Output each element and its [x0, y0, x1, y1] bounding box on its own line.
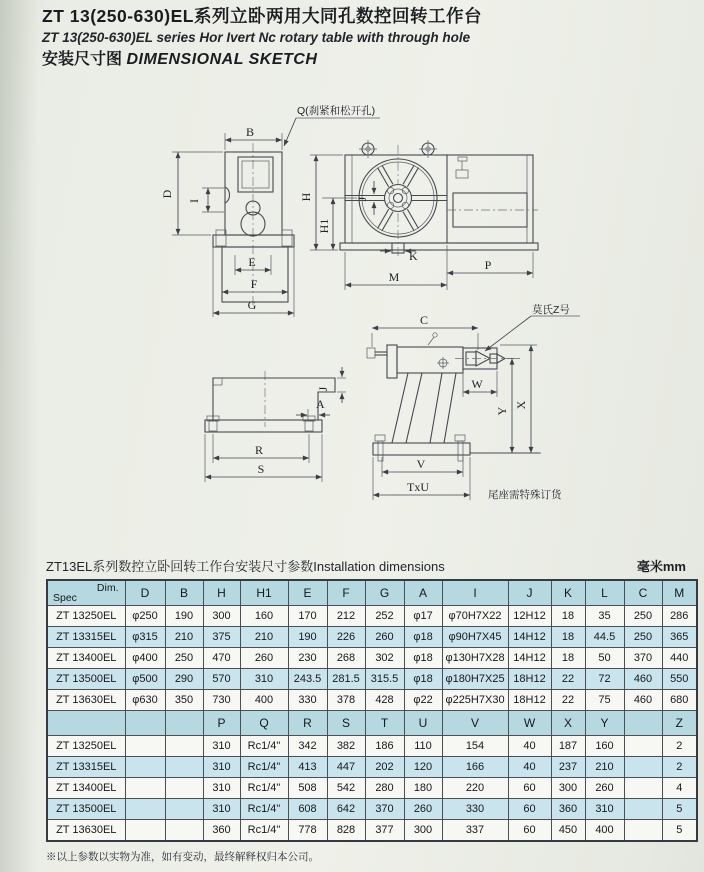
value-cell: 608: [288, 799, 327, 820]
value-cell: 330: [288, 690, 327, 711]
column-header-K: K: [551, 580, 585, 606]
value-cell: 243.5: [288, 669, 327, 690]
value-cell: 508: [288, 778, 327, 799]
value-cell: 460: [624, 690, 662, 711]
column-header-Z: Z: [662, 711, 697, 736]
dim-label-TxU: TxU: [407, 480, 429, 494]
value-cell: 250: [624, 627, 662, 648]
spec-cell: ZT 13315EL: [47, 757, 125, 778]
value-cell: 377: [365, 820, 404, 842]
value-cell: 120: [404, 757, 442, 778]
spec-cell: ZT 13250EL: [47, 736, 125, 757]
value-cell: 5: [662, 820, 697, 842]
value-cell: 154: [442, 736, 508, 757]
value-cell: 447: [327, 757, 365, 778]
value-cell: 360: [203, 820, 240, 842]
value-cell: 4: [662, 778, 697, 799]
value-cell: 260: [404, 799, 442, 820]
dim-label-M: M: [388, 270, 400, 284]
value-cell: 642: [327, 799, 365, 820]
value-cell: 290: [165, 669, 203, 690]
value-cell: [624, 820, 662, 842]
value-cell: 250: [165, 648, 203, 669]
value-cell: 300: [404, 820, 442, 842]
value-cell: 210: [165, 627, 203, 648]
value-cell: 570: [203, 669, 240, 690]
page-subtitle: [42, 50, 482, 70]
value-cell: [624, 799, 662, 820]
value-cell: 190: [288, 627, 327, 648]
value-cell: 226: [327, 627, 365, 648]
column-header-V: V: [442, 711, 508, 736]
value-cell: 428: [365, 690, 404, 711]
value-cell: 828: [327, 820, 365, 842]
value-cell: 460: [624, 669, 662, 690]
page-title-zh: ZT 13(250-630)EL系列立卧两用大同孔数控回转工作台: [42, 6, 482, 26]
dim-label-W: W: [471, 377, 483, 391]
value-cell: 72: [585, 669, 624, 690]
value-cell: 40: [508, 736, 551, 757]
value-cell: 22: [551, 690, 585, 711]
value-cell: 280: [365, 778, 404, 799]
spec-cell: ZT 13630EL: [47, 690, 125, 711]
value-cell: 2: [662, 757, 697, 778]
value-cell: 186: [365, 736, 404, 757]
page-header: [42, 6, 482, 70]
value-cell: 166: [442, 757, 508, 778]
value-cell: 550: [662, 669, 697, 690]
table-row: [47, 757, 697, 778]
value-cell: 220: [442, 778, 508, 799]
column-header-A: A: [404, 580, 442, 606]
value-cell: 210: [240, 627, 288, 648]
spec-dim-corner-cell: [47, 580, 125, 606]
table-unit-label: 毫米mm: [636, 559, 686, 574]
value-cell: [624, 757, 662, 778]
column-header-B: B: [165, 580, 203, 606]
view-tailstock: [367, 303, 580, 501]
value-cell: 315.5: [365, 669, 404, 690]
value-cell: 190: [165, 606, 203, 627]
value-cell: 310: [203, 757, 240, 778]
value-cell: 35: [585, 606, 624, 627]
value-cell: 60: [508, 820, 551, 842]
view-front: [284, 104, 538, 290]
value-cell: [624, 778, 662, 799]
value-cell: 160: [240, 606, 288, 627]
table-title: ZT13EL系列数控立卧回转工作台安装尺寸参数Installation dimensions: [46, 559, 445, 574]
column-header-D: D: [125, 580, 165, 606]
dim-label-A: A: [316, 397, 325, 411]
page-subtitle-zh: 安装尺寸图: [42, 50, 123, 68]
value-cell: 440: [662, 648, 697, 669]
value-cell: 281.5: [327, 669, 365, 690]
spec-cell: ZT 13315EL: [47, 627, 125, 648]
page-subtitle-en: DIMENSIONAL SKETCH: [126, 50, 318, 68]
value-cell: 450: [551, 820, 585, 842]
dim-label-I: I: [187, 199, 201, 203]
empty-header-cell: [47, 711, 125, 736]
value-cell: φ70H7X22: [442, 606, 508, 627]
dim-label-Y: Y: [495, 406, 509, 416]
table-footnote: ※以上参数以实物为准，如有变动，最终解释权归本公司。: [46, 851, 319, 863]
value-cell: 370: [365, 799, 404, 820]
value-cell: [165, 778, 203, 799]
column-header-T: T: [365, 711, 404, 736]
value-cell: 330: [442, 799, 508, 820]
installation-dimensions-table: [46, 579, 698, 842]
note-tailstock-special-order: 尾座需特殊订货: [488, 489, 562, 501]
value-cell: 542: [327, 778, 365, 799]
dim-label-J: J: [355, 196, 369, 202]
dim-label-C: C: [419, 313, 429, 327]
value-cell: 14H12: [508, 627, 551, 648]
value-cell: Rc1/4": [240, 736, 288, 757]
spec-cell: ZT 13250EL: [47, 606, 125, 627]
column-header-M: M: [662, 580, 697, 606]
value-cell: 110: [404, 736, 442, 757]
dim-label-B: B: [245, 125, 255, 139]
column-header-Y: Y: [585, 711, 624, 736]
column-header-X: X: [551, 711, 585, 736]
column-header-H1: H1: [240, 580, 288, 606]
value-cell: 350: [165, 690, 203, 711]
value-cell: 400: [240, 690, 288, 711]
value-cell: 382: [327, 736, 365, 757]
corner-spec-label: Spec: [53, 592, 77, 604]
value-cell: [125, 778, 165, 799]
dim-label-K: K: [409, 249, 418, 263]
value-cell: 75: [585, 690, 624, 711]
dimensional-sketch: [0, 95, 704, 555]
column-header-F: F: [327, 580, 365, 606]
column-header-P: P: [203, 711, 240, 736]
table-row: [47, 606, 697, 627]
value-cell: 337: [442, 820, 508, 842]
value-cell: φ18: [404, 627, 442, 648]
value-cell: 378: [327, 690, 365, 711]
column-header-G: G: [365, 580, 404, 606]
value-cell: φ500: [125, 669, 165, 690]
column-header-Q: Q: [240, 711, 288, 736]
value-cell: 310: [203, 778, 240, 799]
value-cell: 60: [508, 778, 551, 799]
value-cell: 230: [288, 648, 327, 669]
value-cell: 470: [203, 648, 240, 669]
value-cell: 237: [551, 757, 585, 778]
value-cell: φ225H7X30: [442, 690, 508, 711]
value-cell: Rc1/4": [240, 778, 288, 799]
value-cell: φ22: [404, 690, 442, 711]
value-cell: 18: [551, 648, 585, 669]
column-header-J: J: [508, 580, 551, 606]
page-title-en: ZT 13(250-630)EL series Hor Ivert Nc rotary table with through hole: [42, 29, 471, 45]
dim-label-P: P: [484, 258, 492, 272]
value-cell: 260: [365, 627, 404, 648]
value-cell: φ18: [404, 648, 442, 669]
dim-label-R: R: [254, 443, 264, 457]
value-cell: φ18: [404, 669, 442, 690]
value-cell: Rc1/4": [240, 757, 288, 778]
table-row: [47, 648, 697, 669]
value-cell: 300: [203, 606, 240, 627]
dim-label-X: X: [514, 400, 528, 410]
value-cell: [125, 820, 165, 842]
value-cell: 44.5: [585, 627, 624, 648]
dim-label-D: D: [160, 189, 174, 199]
value-cell: 202: [365, 757, 404, 778]
corner-dim-label: Dim.: [96, 582, 119, 594]
value-cell: [165, 799, 203, 820]
value-cell: 180: [404, 778, 442, 799]
value-cell: φ250: [125, 606, 165, 627]
value-cell: 310: [203, 736, 240, 757]
value-cell: 310: [240, 669, 288, 690]
view-side: [160, 125, 294, 317]
column-header-H: H: [203, 580, 240, 606]
value-cell: 212: [327, 606, 365, 627]
dim-label-F: F: [250, 277, 258, 291]
callout-brake-release-holes: Q(刹紧和松开孔): [297, 105, 376, 117]
value-cell: [125, 736, 165, 757]
value-cell: 14H12: [508, 648, 551, 669]
value-cell: 342: [288, 736, 327, 757]
value-cell: 2: [662, 736, 697, 757]
dim-label-H: H: [299, 192, 313, 202]
value-cell: φ400: [125, 648, 165, 669]
column-header-S: S: [327, 711, 365, 736]
value-cell: [165, 736, 203, 757]
value-cell: 300: [551, 778, 585, 799]
table-row: [47, 736, 697, 757]
empty-header-cell: [125, 711, 165, 736]
value-cell: 260: [240, 648, 288, 669]
value-cell: 60: [508, 799, 551, 820]
value-cell: φ17: [404, 606, 442, 627]
value-cell: 160: [585, 736, 624, 757]
table-header-row-2: [47, 711, 697, 736]
empty-header-cell: [624, 711, 662, 736]
value-cell: [165, 820, 203, 842]
dim-label-G: G: [247, 298, 257, 312]
spec-cell: ZT 13500EL: [47, 799, 125, 820]
dim-label-J2: J: [316, 386, 330, 392]
value-cell: 50: [585, 648, 624, 669]
value-cell: 187: [551, 736, 585, 757]
dim-label-V: V: [416, 457, 426, 471]
table-row: [47, 669, 697, 690]
value-cell: Rc1/4": [240, 820, 288, 842]
value-cell: [125, 757, 165, 778]
value-cell: 40: [508, 757, 551, 778]
value-cell: 730: [203, 690, 240, 711]
spec-cell: ZT 13400EL: [47, 648, 125, 669]
value-cell: 170: [288, 606, 327, 627]
value-cell: [125, 799, 165, 820]
value-cell: 370: [624, 648, 662, 669]
column-header-E: E: [288, 580, 327, 606]
dim-label-S: S: [257, 462, 265, 476]
dim-label-E: E: [248, 255, 256, 269]
value-cell: Rc1/4": [240, 799, 288, 820]
column-header-W: W: [508, 711, 551, 736]
value-cell: [165, 757, 203, 778]
value-cell: 413: [288, 757, 327, 778]
callout-morse-taper: 莫氏Z号: [532, 304, 570, 316]
table-row: [47, 690, 697, 711]
dimensions-table-section: [46, 556, 689, 864]
table-row: [47, 778, 697, 799]
value-cell: φ90H7X45: [442, 627, 508, 648]
value-cell: φ130H7X28: [442, 648, 508, 669]
column-header-L: L: [585, 580, 624, 606]
value-cell: φ315: [125, 627, 165, 648]
value-cell: 22: [551, 669, 585, 690]
value-cell: φ630: [125, 690, 165, 711]
spec-cell: ZT 13630EL: [47, 820, 125, 842]
value-cell: 680: [662, 690, 697, 711]
value-cell: [624, 736, 662, 757]
value-cell: 778: [288, 820, 327, 842]
value-cell: 5: [662, 799, 697, 820]
value-cell: 210: [585, 757, 624, 778]
value-cell: 310: [585, 799, 624, 820]
table-row: [47, 799, 697, 820]
column-header-R: R: [288, 711, 327, 736]
value-cell: 360: [551, 799, 585, 820]
table-row: [47, 820, 697, 842]
value-cell: 18H12: [508, 669, 551, 690]
value-cell: 18: [551, 606, 585, 627]
column-header-U: U: [404, 711, 442, 736]
value-cell: 302: [365, 648, 404, 669]
value-cell: 252: [365, 606, 404, 627]
column-header-I: I: [442, 580, 508, 606]
value-cell: 375: [203, 627, 240, 648]
value-cell: 400: [585, 820, 624, 842]
view-base-section: [205, 367, 346, 482]
value-cell: φ180H7X25: [442, 669, 508, 690]
empty-header-cell: [165, 711, 203, 736]
value-cell: 12H12: [508, 606, 551, 627]
value-cell: 250: [624, 606, 662, 627]
value-cell: 310: [203, 799, 240, 820]
value-cell: 18H12: [508, 690, 551, 711]
spec-cell: ZT 13400EL: [47, 778, 125, 799]
dim-label-H1: H1: [317, 218, 331, 234]
value-cell: 260: [585, 778, 624, 799]
column-header-C: C: [624, 580, 662, 606]
spec-cell: ZT 13500EL: [47, 669, 125, 690]
value-cell: 286: [662, 606, 697, 627]
table-header-row-1: [47, 580, 697, 606]
value-cell: 18: [551, 627, 585, 648]
table-row: [47, 627, 697, 648]
value-cell: 365: [662, 627, 697, 648]
value-cell: 268: [327, 648, 365, 669]
